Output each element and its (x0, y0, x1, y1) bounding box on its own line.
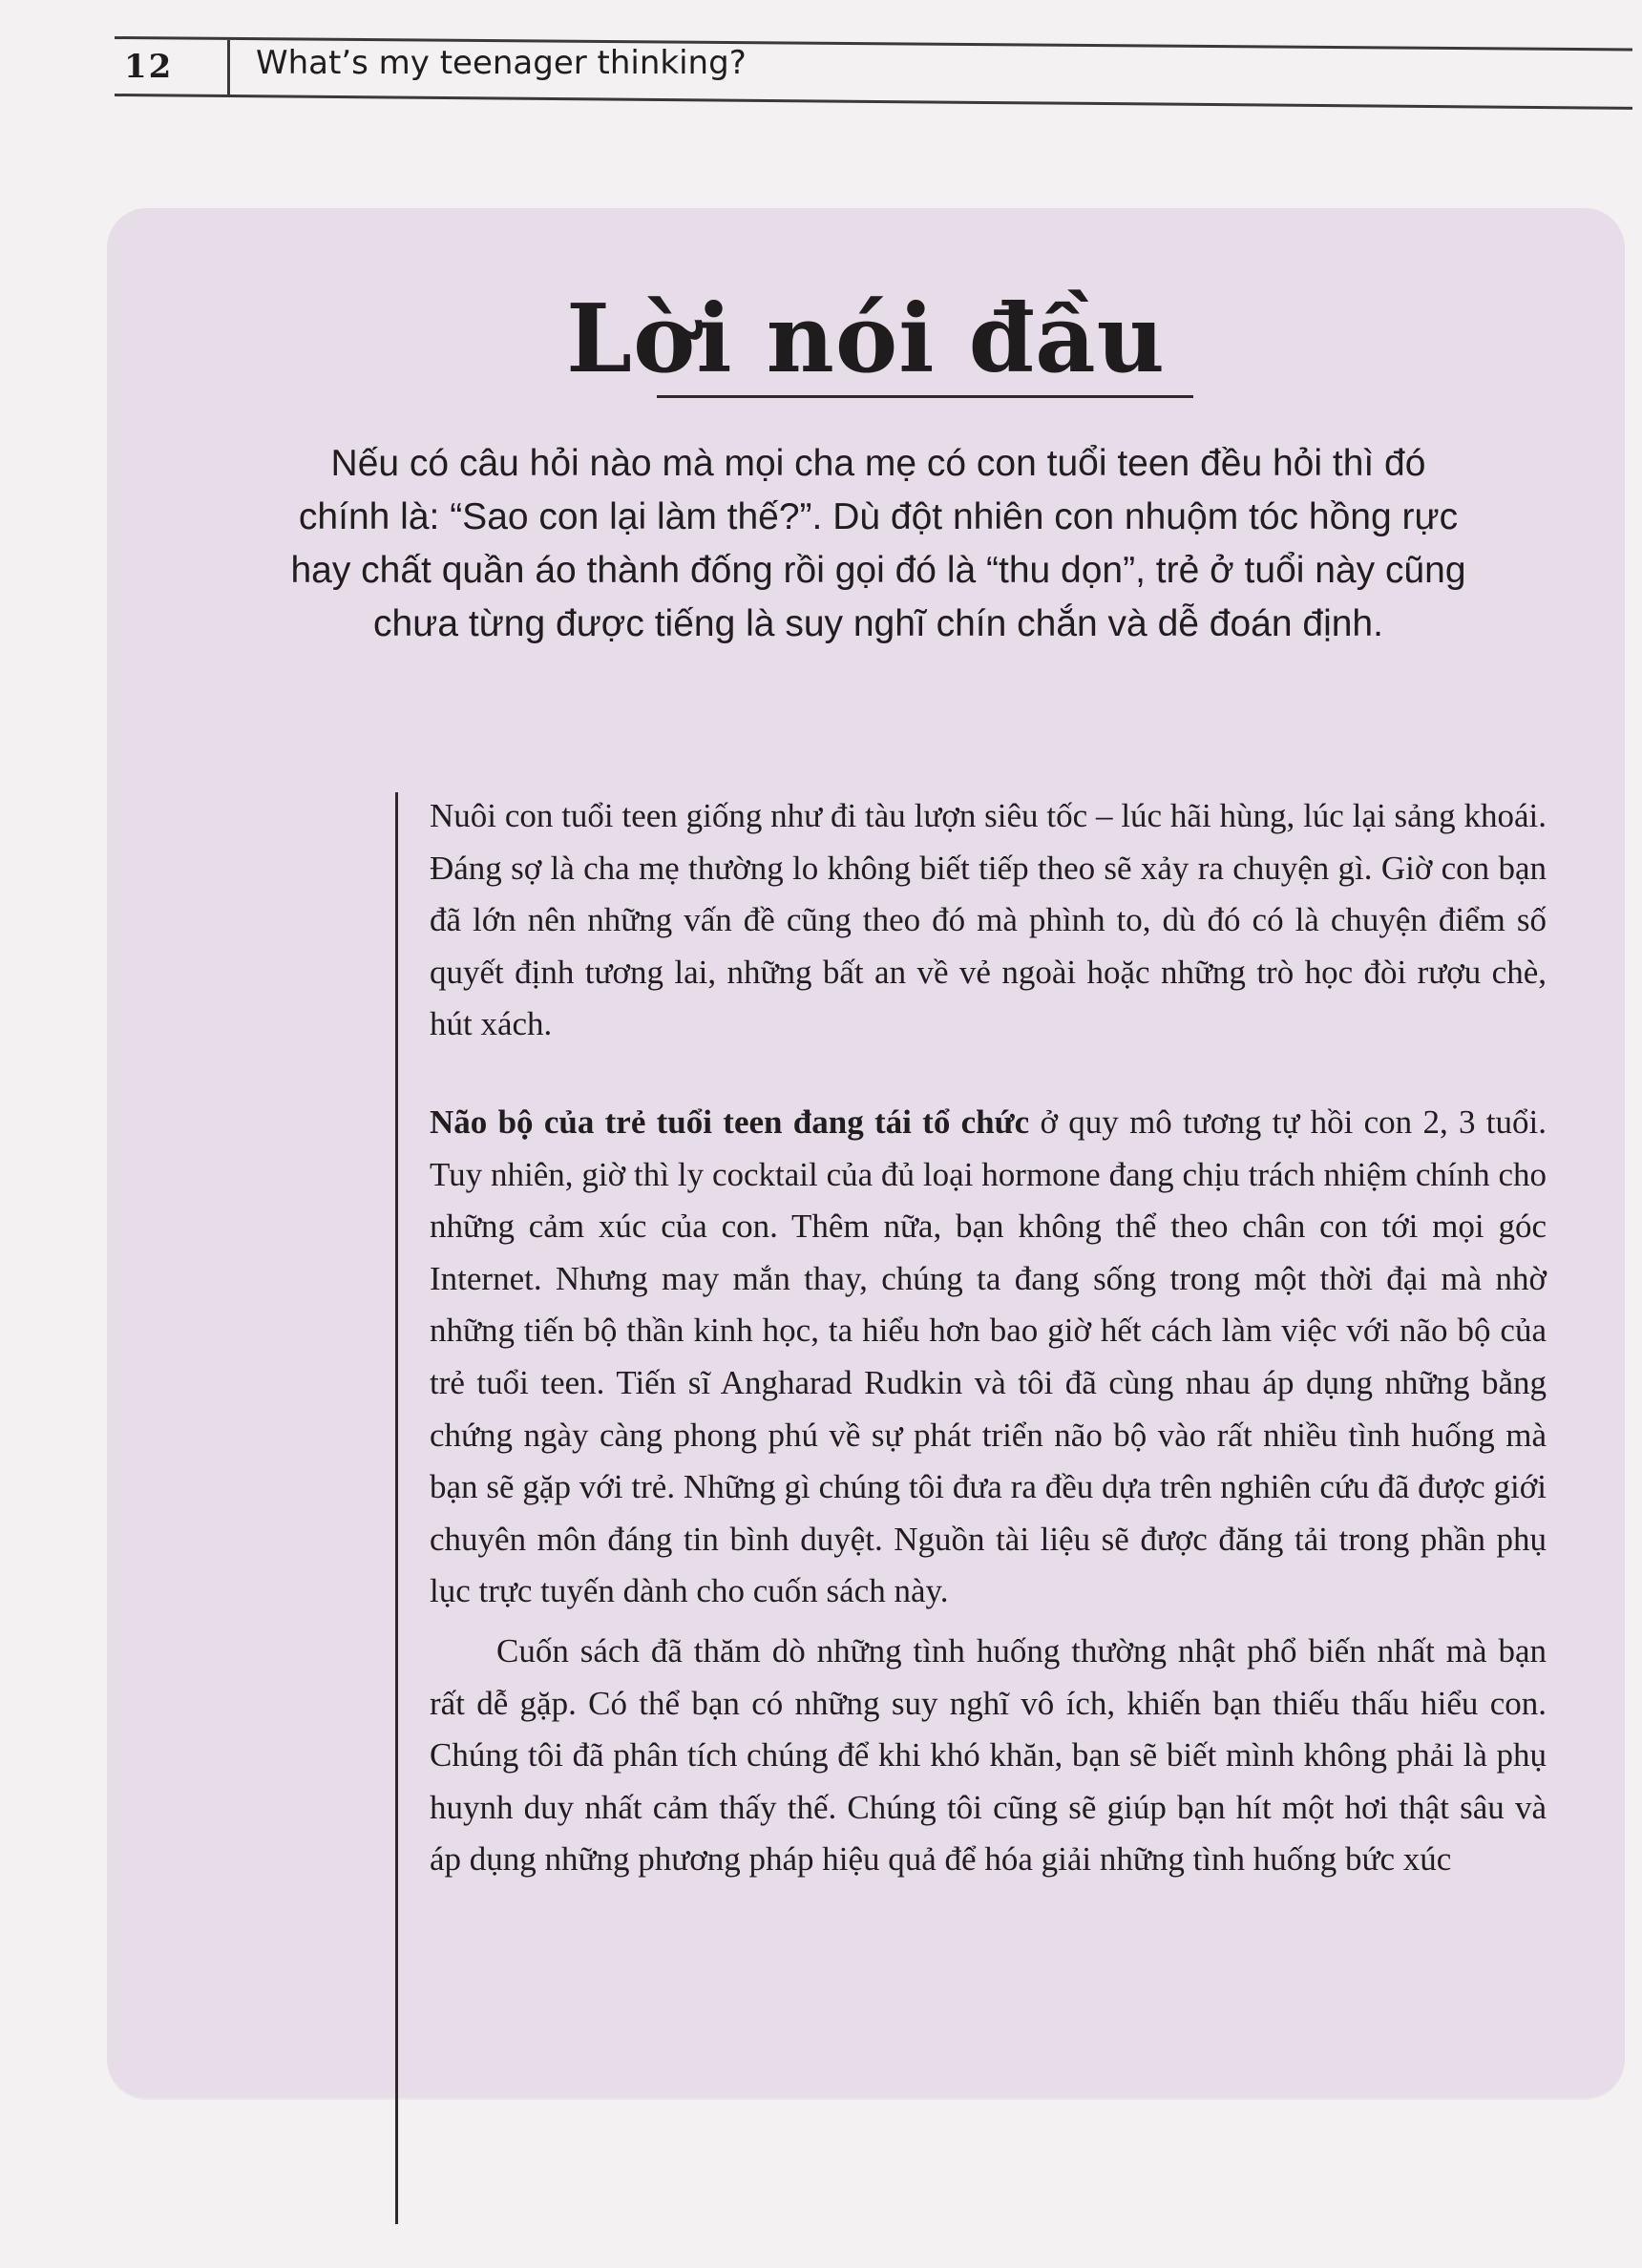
body-margin-rule (395, 792, 398, 2224)
header-rule-bottom (115, 94, 1632, 110)
preface-panel (107, 208, 1625, 2098)
running-head (115, 36, 1632, 103)
body-paragraph-1: Nuôi con tuổi teen giống như đi tàu lượn siêu tốc – lúc hãi hùng, lúc lại sảng khoái. Đáng sợ là cha mẹ thường lo không biết tiếp theo sẽ xảy ra chuyện gì. Giờ con bạn đã lớn nên những vấn đề cũng theo đó mà phình to, dù đó có là chuyện điểm số quyết định tương lai, những bất an về vẻ ngoài hoặc những trò học đòi rượu chè, hút xách. (430, 797, 1547, 1043)
body-paragraph-3: Cuốn sách đã thăm dò những tình huống thường nhật phổ biến nhất mà bạn rất dễ gặp. Có thể bạn có những suy nghĩ vô ích, khiến bạn thiếu thấu hiểu con. Chúng tôi đã phân tích chúng để khi khó khăn, bạn sẽ biết mình không phải là phụ huynh duy nhất cảm thấy thế. Chúng tôi cũng sẽ giúp bạn hít một hơi thật sâu và áp dụng những phương pháp hiệu quả để hóa giải những tình huống bức xúc (430, 1631, 1547, 1879)
chapter-heading: Lời nói đầu (566, 284, 1166, 394)
body-paragraph-2-bold-lead: Não bộ của trẻ tuổi teen đang tái tổ chức (430, 1102, 1030, 1141)
book-title: What’s my teenager thinking? (256, 44, 747, 82)
body-text (430, 790, 1547, 1886)
heading-underline (657, 395, 1193, 398)
body-paragraph-2 (430, 1097, 1547, 1618)
body-paragraph-2-rest: ở quy mô tương tự hồi con 2, 3 tuổi. Tuy nhiên, giờ thì ly cocktail của đủ loại hormone đang chịu trách nhiệm chính cho những cảm xúc của con. Thêm nữa, bạn không thể theo chân con tới mọi góc Internet. Nhưng may mắn thay, chúng ta đang sống trong một thời đại mà nhờ những tiến bộ thần kinh học, ta hiểu hơn bao giờ hết cách làm việc với não bộ của trẻ tuổi teen. Tiến sĩ Angharad Rudkin và tôi đã cùng nhau áp dụng những bằng chứng ngày càng phong phú về sự phát triển não bộ vào rất nhiều tình huống mà bạn sẽ gặp với trẻ. Những gì chúng tôi đưa ra đều dựa trên nghiên cứu đã được giới chuyên môn đáng tin bình duyệt. Nguồn tài liệu sẽ được đăng tải trong phần phụ lục trực tuyến dành cho cuốn sách này. (430, 1102, 1547, 1610)
intro-paragraph: Nếu có câu hỏi nào mà mọi cha mẹ có con tuổi teen đều hỏi thì đó chính là: “Sao con lại làm thế?”. Dù đột nhiên con nhuộm tóc hồng rực hay chất quần áo thành đống rồi gọi đó là “thu dọn”, trẻ ở tuổi này cũng chưa từng được tiếng là suy nghĩ chín chắn và dễ đoán định. (290, 443, 1466, 644)
page-number: 12 (124, 48, 174, 86)
header-divider (227, 40, 230, 95)
